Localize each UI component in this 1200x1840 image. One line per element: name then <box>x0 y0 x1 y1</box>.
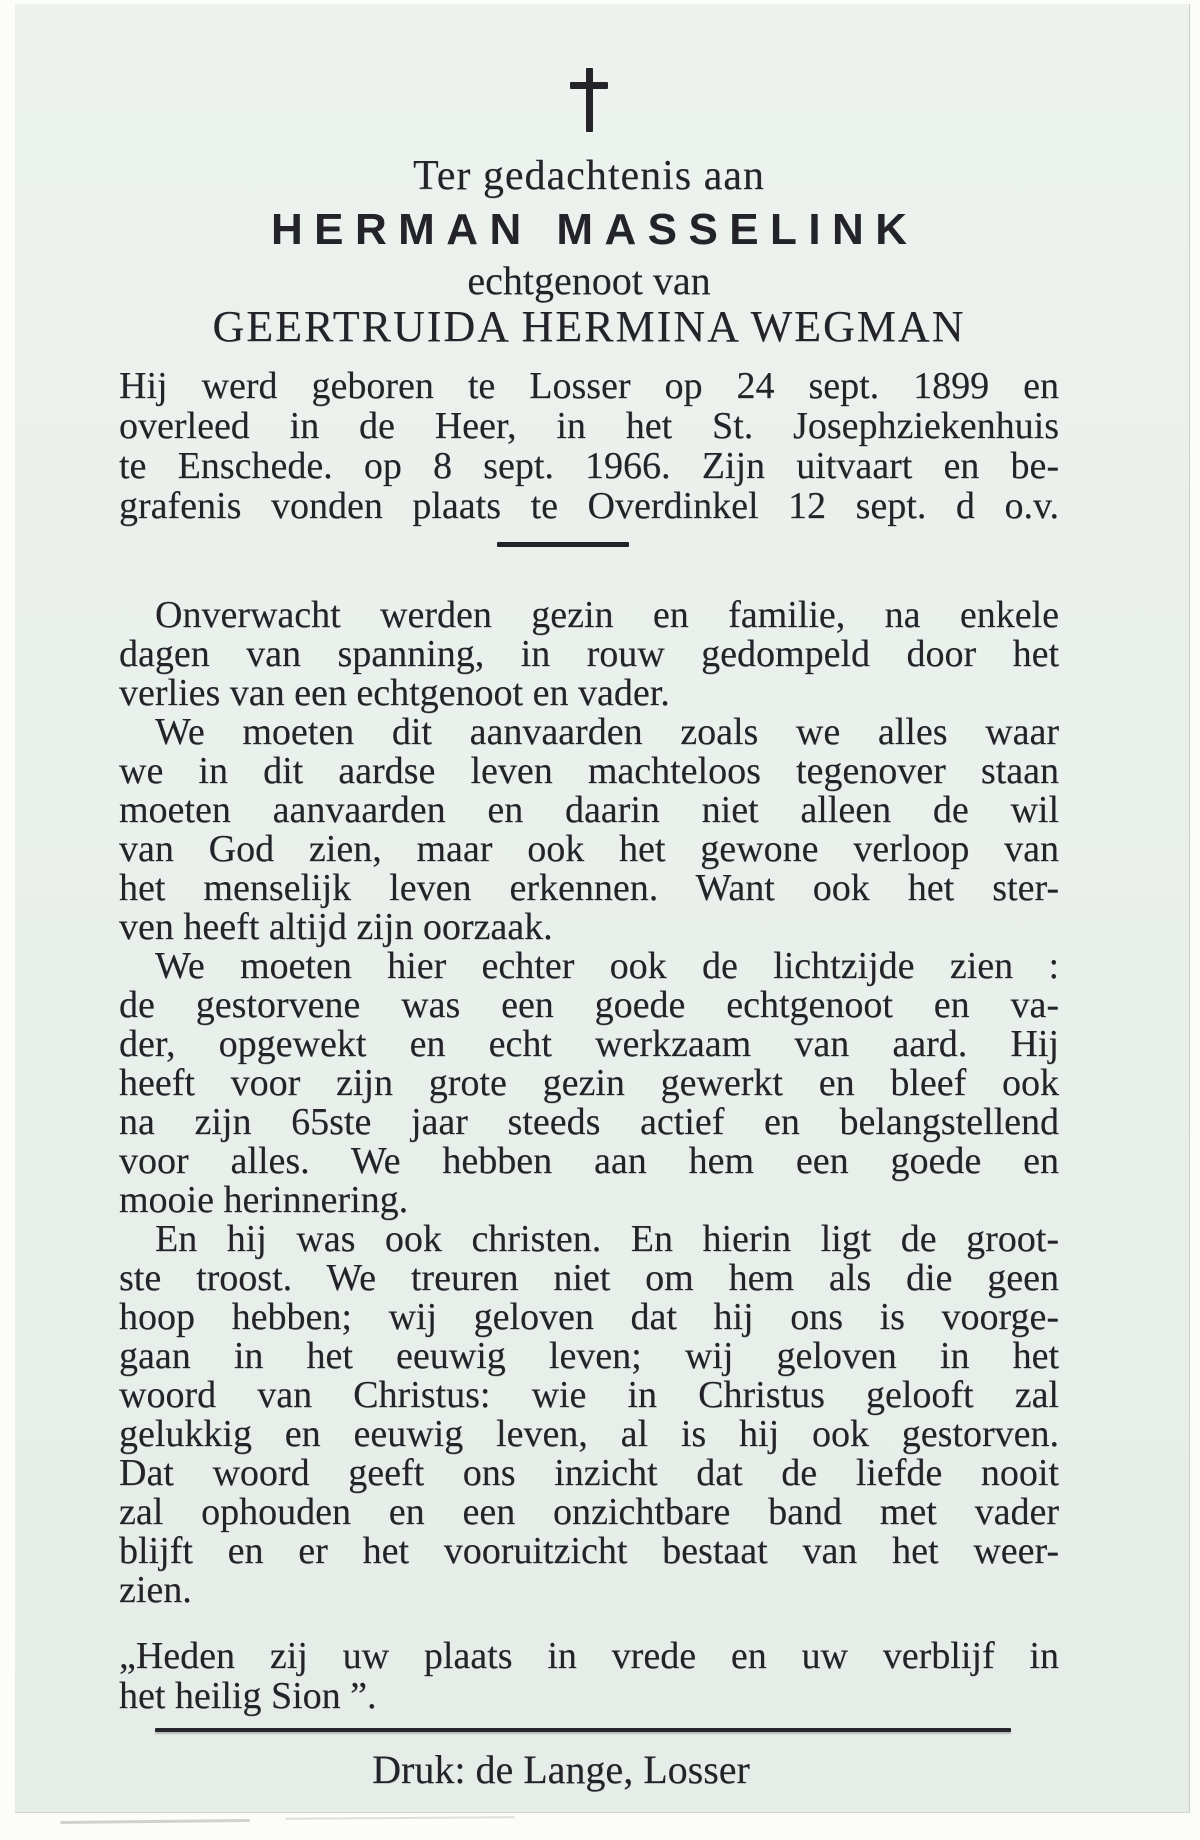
text-line: grafenis vonden plaats te Overdinkel 12 sept. d o.v. <box>119 485 1059 527</box>
text-line: blijft en er het vooruitzicht bestaat van het weer- <box>119 1530 1059 1572</box>
scan-artifact <box>60 1819 250 1824</box>
text-line: der, opgewekt en echt werkzaam van aard. Hij <box>119 1023 1059 1065</box>
text-line: zal ophouden en een onzichtbare band met vader <box>119 1491 1059 1533</box>
memorial-card <box>15 4 1190 1812</box>
text-line: heeft voor zijn grote gezin gewerkt en bleef ook <box>119 1062 1059 1104</box>
memorial-text <box>119 596 1059 1610</box>
text-line: gaan in het eeuwig leven; wij geloven in het <box>119 1335 1059 1377</box>
cross-area <box>119 68 1059 138</box>
scan-artifact <box>285 1816 515 1820</box>
deceased-name: HERMAN MASSELINK <box>270 205 919 254</box>
text-line: te Enschede. op 8 sept. 1966. Zijn uitvaart en be- <box>119 445 1059 487</box>
text-line: voor alles. We hebben aan hem een goede en <box>119 1140 1059 1182</box>
paragraph <box>119 596 1059 713</box>
text-line: „Heden zij uw plaats in vrede en uw verblijf in <box>119 1635 1059 1677</box>
text-line: de gestorvene was een goede echtgenoot en va- <box>119 984 1059 1026</box>
text-line: na zijn 65ste jaar steeds actief en belangstellend <box>119 1101 1059 1143</box>
paragraph <box>119 713 1059 947</box>
text-line: We moeten hier echter ook de lichtzijde zien : <box>155 945 1059 987</box>
text-line: van God zien, maar ook het gewone verloop van <box>119 828 1059 870</box>
text-line: het heilig Sion ”. <box>119 1675 377 1717</box>
text-line: Hij werd geboren te Losser op 24 sept. 1899 en <box>119 365 1059 407</box>
paragraph <box>119 947 1059 1220</box>
paragraph <box>119 1220 1059 1610</box>
text-line: We moeten dit aanvaarden zoals we alles waar <box>155 711 1059 753</box>
text-line: mooie herinnering. <box>119 1179 409 1221</box>
text-line: ste troost. We treuren niet om hem als die geen <box>119 1257 1059 1299</box>
text-line: verlies van een echtgenoot en vader. <box>119 672 670 714</box>
text-line: Onverwacht werden gezin en familie, na enkele <box>155 594 1059 636</box>
spouse-name: GEERTRUIDA HERMINA WEGMAN <box>212 302 966 351</box>
text-line: moeten aanvaarden en daarin niet alleen de wil <box>119 789 1059 831</box>
text-line: dagen van spanning, in rouw gedompeld door het <box>119 633 1059 675</box>
text-line: En hij was ook christen. En hierin ligt de groot- <box>155 1218 1059 1260</box>
footer-divider <box>155 1728 1011 1732</box>
text-line: we in dit aardse leven machteloos tegenover staan <box>119 750 1059 792</box>
relation-line: echtgenoot van <box>467 258 711 303</box>
text-line: Dat woord geeft ons inzicht dat de liefde nooit <box>119 1452 1059 1494</box>
scripture-quote <box>119 1636 1059 1716</box>
text-line: gelukkig en eeuwig leven, al is hij ook gestorven. <box>119 1413 1059 1455</box>
life-dates-paragraph <box>119 366 1059 526</box>
latin-cross-icon <box>570 68 608 134</box>
text-line: ven heeft altijd zijn oorzaak. <box>119 906 553 948</box>
card-content <box>119 68 1059 1792</box>
text-line: hoop hebben; wij geloven dat hij ons is voorge- <box>119 1296 1059 1338</box>
text-line: zien. <box>119 1569 192 1611</box>
section-divider <box>497 542 629 547</box>
printer-credit: Druk: de Lange, Losser <box>372 1747 750 1792</box>
text-line: het menselijk leven erkennen. Want ook het ster- <box>119 867 1059 909</box>
text-line: overleed in de Heer, in het St. Josephziekenhuis <box>119 405 1059 447</box>
memorial-line: Ter gedachtenis aan <box>413 153 765 199</box>
text-line: woord van Christus: wie in Christus gelooft zal <box>119 1374 1059 1416</box>
